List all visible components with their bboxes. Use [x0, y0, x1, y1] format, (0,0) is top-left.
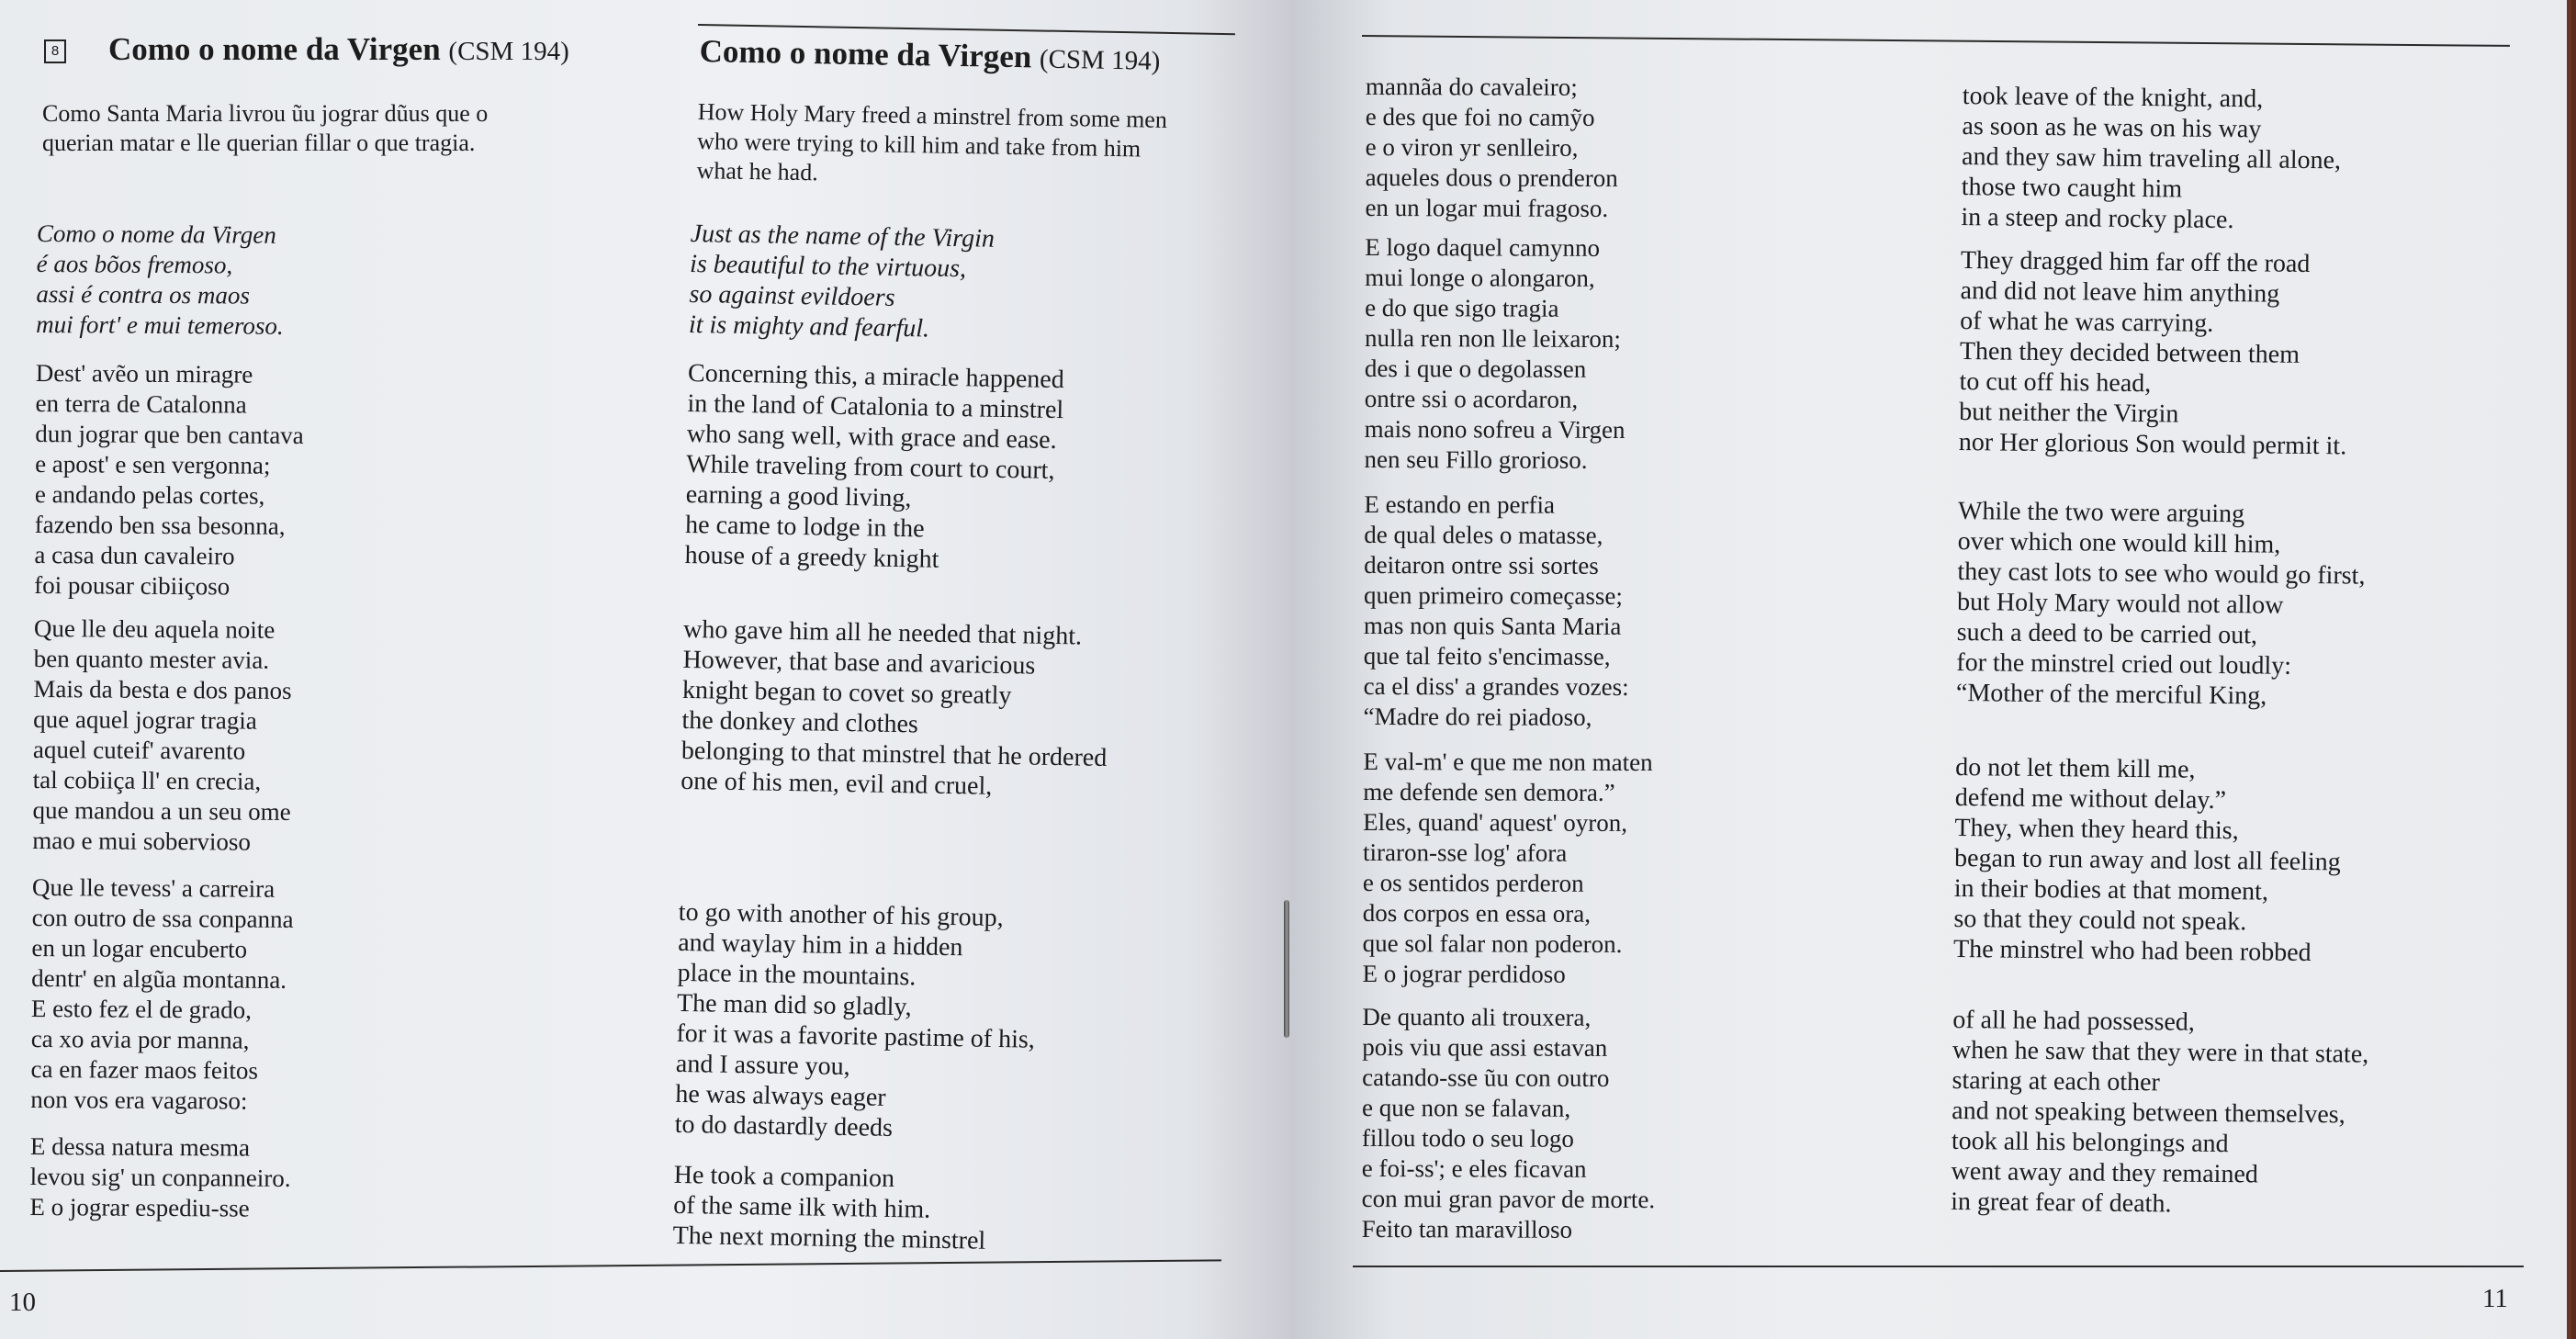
verse-line: Then they decided between them: [1959, 336, 2300, 369]
stanza: [32, 613, 302, 858]
verse-line: those two caught him: [1961, 172, 2183, 204]
top-rule-left: [698, 24, 1235, 35]
verse-line: tal cobiiça ll' en crecia,: [32, 765, 262, 795]
verse-line: ontre ssi o acordaron,: [1364, 384, 1579, 413]
verse-line: E esto fez el de grado,: [30, 994, 252, 1024]
stanza: [1363, 747, 1657, 990]
verse-line: Como o nome da Virgen: [36, 219, 276, 249]
verse-line: en terra de Catalonna: [35, 388, 247, 419]
verse-line: con mui gran pavor de morte.: [1361, 1184, 1656, 1214]
verse-line: fillou todo o seu logo: [1361, 1123, 1574, 1153]
verse-line: when he saw that they were in that state,: [1952, 1035, 2369, 1069]
verse-line: quen primeiro começasse;: [1363, 580, 1623, 610]
verse-line: of what he was carrying.: [1960, 306, 2214, 338]
heading-title-translation: Como o nome da Virgen: [699, 33, 1032, 75]
verse-line: assi é contra os maos: [36, 279, 251, 309]
verse-line: The man did so gladly,: [676, 988, 912, 1022]
verse-line: in their bodies at that moment,: [1953, 873, 2269, 906]
verse-line: to do dastardly deeds: [674, 1109, 894, 1142]
top-rule-right: [1362, 35, 2510, 47]
verse-line: he came to lodge in the: [684, 510, 925, 544]
page-number-left: 10: [9, 1288, 36, 1317]
verse-line: defend me without delay.”: [1954, 782, 2227, 816]
verse-line: que aquel jograr tragia: [33, 704, 257, 735]
verse-line: began to run away and lost all feeling: [1953, 843, 2341, 877]
verse-line: De quanto ali trouxera,: [1362, 1002, 1592, 1031]
verse-line: so against evildoers: [689, 279, 895, 312]
verse-line: ben quanto mester avia.: [33, 644, 270, 674]
verse-line: dentr' en algũa montanna.: [31, 963, 287, 994]
verse-line: dos corpos en essa ora,: [1362, 898, 1592, 928]
verse-line: they cast lots to see who would go first,: [1957, 557, 2366, 591]
intro-line: Como Santa Maria livrou ũu jograr dũus que o: [42, 100, 489, 127]
verse-line: que tal feito s'encimasse,: [1363, 641, 1611, 670]
stanza: [1959, 245, 2378, 462]
stanza: [1365, 72, 1659, 224]
verse-line: foi pousar cibiiçoso: [34, 570, 231, 601]
verse-line: in the land of Catalonia to a minstrel: [687, 388, 1064, 425]
verse-line: They, when they heard this,: [1954, 813, 2239, 846]
verse-line: E dessa natura mesma: [29, 1131, 251, 1162]
stanza: [1951, 1005, 2369, 1221]
verse-line: as soon as he was on his way: [1962, 111, 2262, 144]
verse-line: e foi-ss'; e eles ficavan: [1361, 1153, 1587, 1183]
verse-line: “Madre do rei piadoso,: [1363, 702, 1592, 731]
stanza: [1953, 752, 2372, 969]
verse-line: e os sentidos perderon: [1362, 868, 1584, 897]
intro-original: [42, 99, 488, 158]
intro-line: what he had.: [696, 156, 818, 186]
verse-line: E estando en perfia: [1364, 489, 1556, 519]
stanza: [674, 897, 1104, 1147]
verse-line: place in the mountains.: [677, 958, 917, 992]
verse-line: mas non quis Santa Maria: [1363, 611, 1622, 640]
heading-translation: [699, 33, 1160, 78]
verse-line: Que lle tevess' a carreira: [31, 872, 276, 903]
verse-line: deitaron ontre ssi sortes: [1364, 550, 1599, 579]
stanza: [29, 1131, 298, 1224]
verse-line: and they saw him traveling all alone,: [1961, 141, 2342, 175]
verse-line: for it was a favorite pastime of his,: [676, 1018, 1036, 1054]
stanza: [36, 219, 305, 342]
original-column-left: [29, 219, 305, 1243]
verse-line: aqueles dous o prenderon: [1365, 163, 1618, 192]
verse-line: e apost' e sen vergonna;: [35, 449, 271, 479]
verse-line: Mais da besta e dos panos: [33, 674, 292, 704]
stanza: [681, 614, 1109, 804]
verse-line: Feito tan maravilloso: [1361, 1214, 1573, 1243]
intro-translation: [696, 97, 1167, 194]
verse-line: pois viu que assi estavan: [1362, 1032, 1608, 1062]
verse-line: staring at each other: [1952, 1065, 2160, 1097]
verse-line: who gave him all he needed that night.: [682, 614, 1083, 651]
verse-line: mui fort' e mui temeroso.: [36, 309, 284, 340]
verse-line: one of his men, evil and cruel,: [681, 766, 993, 801]
verse-line: e andando pelas cortes,: [34, 479, 265, 510]
verse-line: such a deed to be carried out,: [1956, 617, 2258, 650]
verse-line: e des que foi no camỹo: [1365, 102, 1595, 131]
verse-line: of all he had possessed,: [1952, 1005, 2196, 1037]
intro-line: who were trying to kill him and take from him: [696, 127, 1142, 163]
verse-line: E logo daquel camynno: [1365, 232, 1601, 262]
verse-line: took leave of the knight, and,: [1962, 81, 2264, 114]
verse-line: que mandou a un seu ome: [32, 795, 291, 826]
verse-line: con outro de ssa conpanna: [31, 903, 294, 933]
verse-line: He took a companion: [673, 1160, 895, 1194]
verse-line: fazendo ben ssa besonna,: [34, 510, 286, 540]
stanza: [30, 872, 300, 1117]
verse-line: mannãa do cavaleiro;: [1365, 72, 1578, 101]
verse-line: a casa dun cavaleiro: [34, 540, 235, 570]
verse-line: E o jograr perdidoso: [1362, 959, 1566, 988]
verse-line: and not speaking between themselves,: [1952, 1096, 2345, 1130]
verse-line: and I assure you,: [675, 1049, 850, 1082]
verse-line: de qual deles o matasse,: [1364, 520, 1603, 549]
verse-line: des i que o degolassen: [1364, 354, 1587, 383]
stanza: [1961, 81, 2379, 237]
verse-line: earning a good living,: [685, 479, 912, 513]
staple-bottom: [1284, 900, 1289, 1038]
verse-line: e do que sigo tragia: [1365, 293, 1559, 322]
verse-line: The next morning the minstrel: [672, 1221, 986, 1255]
verse-line: Que lle deu aquela noite: [33, 613, 276, 644]
verse-line: do not let them kill me,: [1955, 752, 2196, 784]
verse-line: he was always eager: [675, 1079, 886, 1112]
translation-column-right: [1951, 81, 2379, 1240]
verse-line: While the two were arguing: [1957, 496, 2245, 529]
verse-line: mao e mui sobervioso: [32, 826, 252, 856]
verse-line: to cut off his head,: [1959, 366, 2152, 399]
verse-line: went away and they remained: [1951, 1156, 2259, 1189]
verse-line: en un logar encuberto: [31, 933, 248, 963]
verse-line: Just as the name of the Virgin: [690, 219, 996, 253]
verse-line: who sang well, with grace and ease.: [686, 419, 1057, 455]
stanza: [34, 358, 304, 602]
verse-line: nen seu Fillo grorioso.: [1364, 444, 1588, 474]
verse-line: E o jograr espediu-sse: [29, 1192, 250, 1222]
stanza: [684, 358, 1113, 578]
verse-line: mais nono sofreu a Virgen: [1364, 414, 1625, 444]
verse-line: for the minstrel cried out loudly:: [1956, 647, 2292, 681]
heading-title: Como o nome da Virgen: [108, 31, 441, 67]
verse-line: aquel cuteif' avarento: [32, 735, 246, 765]
stanza: [1956, 496, 2375, 713]
verse-line: E val-m' e que me non maten: [1363, 747, 1653, 777]
verse-line: but neither the Virgin: [1959, 397, 2179, 429]
verse-line: ca el diss' a grandes vozes:: [1363, 671, 1629, 702]
verse-line: in great fear of death.: [1951, 1187, 2172, 1219]
stanza: [1363, 489, 1657, 733]
verse-line: over which one would kill him,: [1957, 526, 2281, 559]
page-edge: [2567, 0, 2571, 1339]
stanza: [672, 1160, 1099, 1258]
intro-line: How Holy Mary freed a minstrel from some men: [697, 97, 1168, 133]
verse-line: mui longe o alongaron,: [1365, 263, 1595, 292]
verse-line: it is mighty and fearful.: [688, 309, 930, 343]
stanza: [689, 219, 1117, 347]
verse-line: ca xo avia por manna,: [30, 1024, 250, 1054]
verse-line: in a steep and rocky place.: [1961, 202, 2234, 235]
verse-line: nulla ren non lle leixaron;: [1364, 323, 1621, 353]
verse-line: and waylay him in a hidden: [677, 928, 963, 962]
verse-line: non vos era vagaroso:: [30, 1085, 248, 1115]
verse-line: e o viron yr senlleiro,: [1365, 132, 1579, 162]
stanza: [1362, 1002, 1656, 1245]
heading-original: [108, 31, 569, 68]
verse-line: ca en fazer maos feitos: [30, 1054, 259, 1085]
verse-line: e que non se falavan,: [1362, 1093, 1571, 1122]
verse-line: took all his belongings and: [1951, 1126, 2229, 1159]
right-page: [1290, 0, 2571, 1339]
verse-line: Dest' avẽo un miragre: [35, 358, 253, 388]
verse-line: of the same ilk with him.: [672, 1190, 931, 1224]
verse-line: While traveling from court to court,: [686, 449, 1055, 485]
song-number-box: 8: [44, 39, 66, 63]
verse-line: but Holy Mary would not allow: [1956, 587, 2284, 620]
verse-line: é aos bõos fremoso,: [36, 249, 233, 279]
verse-line: dun jograr que ben cantava: [35, 419, 304, 450]
verse-line: nor Her glorious Son would permit it.: [1958, 427, 2347, 461]
stanza: [1364, 232, 1658, 476]
bottom-rule-right: [1353, 1266, 2524, 1267]
verse-line: and did not leave him anything: [1960, 276, 2280, 309]
verse-line: the donkey and clothes: [681, 705, 919, 739]
page-number-right: 11: [2482, 1284, 2508, 1313]
verse-line: tiraron-sse log' afora: [1362, 838, 1568, 867]
verse-line: catando-sse ũu con outro: [1362, 1063, 1610, 1092]
verse-line: me defende sen demora.”: [1363, 777, 1615, 806]
intro-line: querian matar e lle querian fillar o que tragia.: [42, 129, 476, 156]
verse-line: en un logar mui fragoso.: [1365, 193, 1609, 222]
heading-csm: (CSM 194): [448, 37, 569, 66]
verse-line: house of a greedy knight: [684, 540, 939, 574]
verse-line: “Mother of the merciful King,: [1955, 678, 2267, 711]
verse-line: Concerning this, a miracle happened: [687, 358, 1065, 395]
verse-line: is beautiful to the virtuous,: [689, 249, 967, 284]
verse-line: Eles, quand' aquest' oyron,: [1363, 807, 1628, 837]
translation-column-left: [672, 219, 1116, 1277]
verse-line: que sol falar non poderon.: [1362, 928, 1623, 958]
original-column-right: [1361, 72, 1659, 1264]
verse-line: However, that base and avaricious: [682, 645, 1036, 681]
verse-line: so that they could not speak.: [1953, 904, 2247, 937]
verse-line: levou sig' un conpanneiro.: [29, 1162, 291, 1192]
verse-line: They dragged him far off the road: [1960, 245, 2311, 278]
heading-csm-translation: (CSM 194): [1039, 44, 1161, 76]
verse-line: knight began to covet so greatly: [681, 675, 1012, 711]
verse-line: The minstrel who had been robbed: [1952, 934, 2312, 968]
verse-line: belonging to that minstrel that he ordered: [681, 736, 1108, 772]
verse-line: to go with another of his group,: [678, 897, 1004, 933]
